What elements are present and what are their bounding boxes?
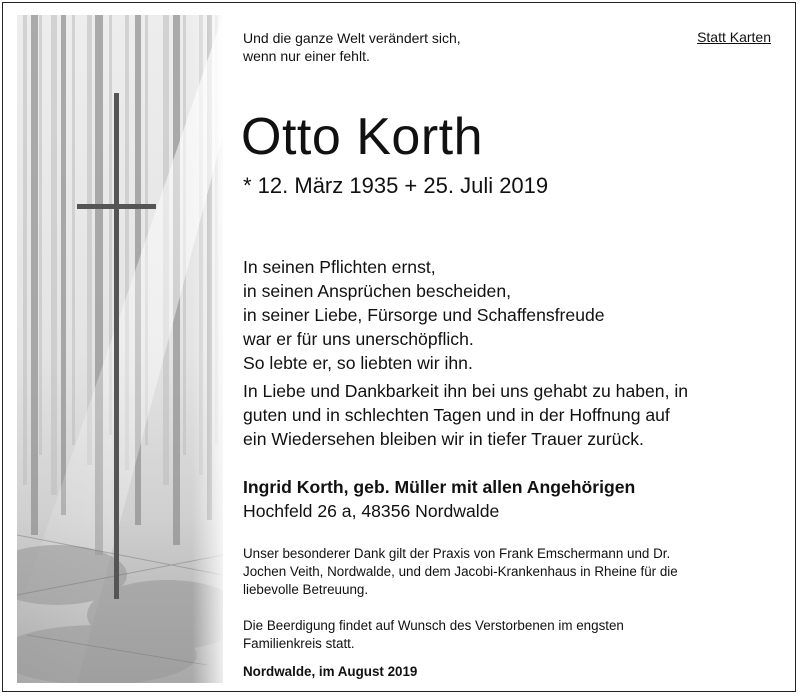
- thanks-line: Unser besonderer Dank gilt der Praxis von Frank Emschermann und Dr.: [243, 546, 671, 561]
- thanks-note: [243, 545, 678, 599]
- forest-image: [17, 15, 223, 683]
- address: Hochfeld 26 a, 48356 Nordwalde: [243, 501, 500, 521]
- poem-line: In seinen Pflichten ernst,: [243, 257, 436, 277]
- poem-line: So lebte er, so liebten wir ihn.: [243, 353, 473, 373]
- funeral-line: Die Beerdigung findet auf Wunsch des Verstorbenen im engsten: [243, 618, 624, 633]
- paragraph-line: In Liebe und Dankbarkeit ihn bei uns gehabt zu haben, in: [243, 381, 689, 401]
- motto-line: wenn nur einer fehlt.: [243, 48, 370, 64]
- funeral-note: [243, 617, 624, 653]
- paragraph-line: guten und in schlechten Tagen und in der Hoffnung auf: [243, 405, 670, 425]
- mourning-paragraph: [243, 379, 688, 451]
- poem-line: war er für uns unerschöpflich.: [243, 329, 474, 349]
- funeral-line: Familienkreis statt.: [243, 636, 355, 651]
- signer: Ingrid Korth, geb. Müller mit allen Angehörigen: [243, 477, 636, 497]
- deceased-name: Otto Korth: [241, 108, 483, 166]
- motto-line: Und die ganze Welt verändert sich,: [243, 30, 461, 46]
- poem-line: in seinen Ansprüchen bescheiden,: [243, 281, 512, 301]
- poem: [243, 255, 605, 375]
- thanks-line: Jochen Veith, Nordwalde, und dem Jacobi-Krankenhaus in Rheine für die: [243, 564, 678, 579]
- life-dates: * 12. März 1935 + 25. Juli 2019: [243, 173, 549, 198]
- paragraph-line: ein Wiedersehen bleiben wir in tiefer Trauer zurück.: [243, 429, 644, 449]
- place-date: Nordwalde, im August 2019: [243, 664, 418, 679]
- thanks-line: liebevolle Betreuung.: [243, 582, 369, 597]
- obituary-card: [2, 2, 796, 692]
- poem-line: in seiner Liebe, Fürsorge und Schaffensfreude: [243, 305, 605, 325]
- motto: [243, 29, 603, 65]
- statt-karten: Statt Karten: [697, 29, 771, 45]
- forest-photo: [17, 15, 223, 683]
